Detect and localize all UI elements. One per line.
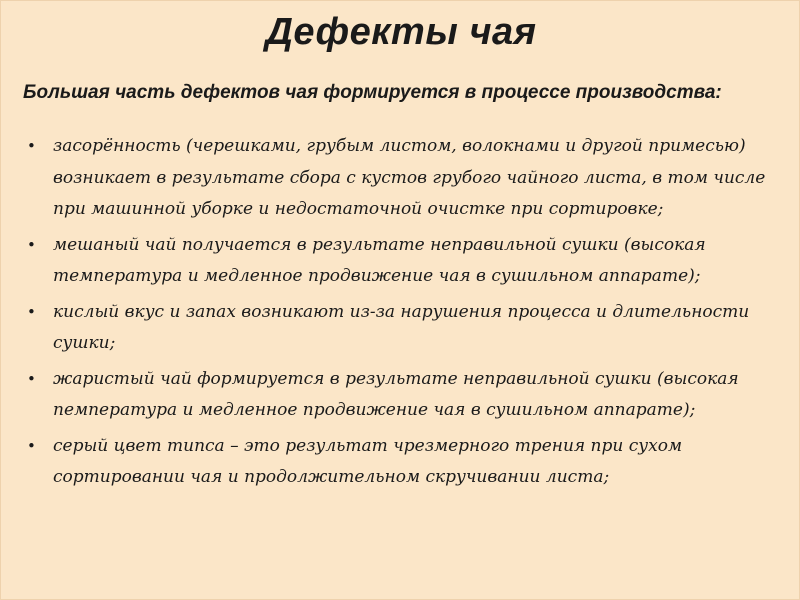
list-item-text: засорённость (черешками, грубым листом, волокнами и другой примесью) возникает в результате сбора с кустов грубого чайного листа, в том числе при машинной уборке и недостаточной очистке при сортировке; (53, 136, 766, 219)
list-item (23, 431, 793, 494)
intro-text: Большая часть дефектов чая формируется в процессе производства: (23, 82, 722, 103)
bullet-icon: • (27, 302, 36, 321)
list-item-text: жаристый чай формируется в результате неправильной сушки (высокая пемпература и медленное продвижение чая в сушильном аппарате); (53, 368, 739, 420)
list-item-text: кислый вкус и запах возникают из-за нарушения процесса и длительности сушки; (53, 301, 750, 353)
slide-title: Дефекты чая (265, 11, 537, 53)
bullet-icon: • (27, 436, 36, 455)
list-item-text: мешаный чай получается в результате неправильной сушки (высокая температура и медленное продвижение чая в сушильном аппарате); (53, 234, 706, 286)
bullet-icon: • (27, 369, 36, 388)
list-item (23, 297, 793, 360)
bullet-icon: • (27, 137, 36, 155)
list-item (23, 230, 793, 293)
defects-list (23, 131, 793, 498)
list-item (23, 131, 793, 226)
list-item-text: серый цвет типса – это результат чрезмерного трения при сухом сортировании чая и продолжительном скручивании листа; (53, 435, 683, 487)
bullet-icon: • (27, 235, 36, 254)
list-item (23, 364, 793, 427)
